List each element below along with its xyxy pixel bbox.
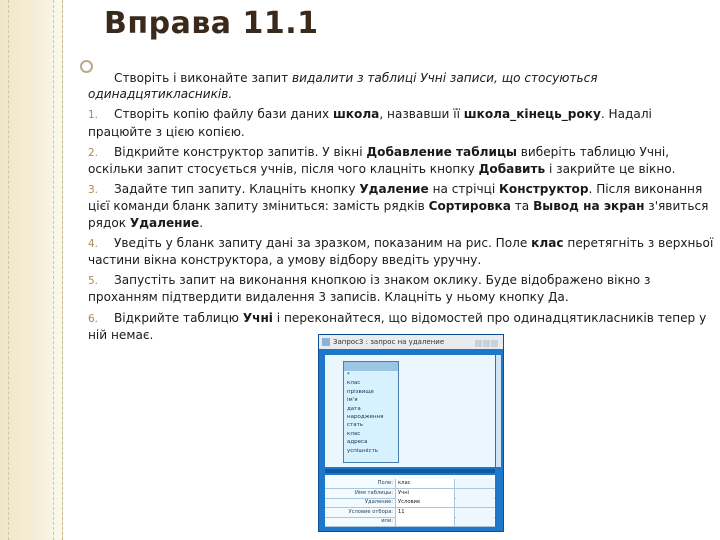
field-list-item: дата народження xyxy=(347,405,384,421)
grid-cell-empty xyxy=(456,517,494,526)
exercise-step xyxy=(88,70,714,102)
step-number: 2. xyxy=(88,146,99,159)
exercise-step xyxy=(88,272,714,305)
step-text: Задайте тип запиту. Клацніть кнопку Удаление на стрічці Конструктор. Після виконання цієї команди бланк запиту зміниться: замість рядків Сортировка та Вывод на экран з'явиться рядок Удаление. xyxy=(88,182,709,230)
query-grid-row xyxy=(325,489,495,499)
slide-title: Вправа 11.1 xyxy=(104,6,319,41)
grid-row-label: Поле: xyxy=(377,480,393,486)
query-grid-row xyxy=(325,517,495,527)
grid-row-label: Удаление: xyxy=(364,499,393,505)
window-title: Запрос3 : запрос на удаление xyxy=(333,338,445,346)
field-list-item: прізвище xyxy=(347,388,374,395)
step-number: 6. xyxy=(88,312,99,325)
query-grid-row xyxy=(325,479,495,489)
exercise-step xyxy=(88,235,714,268)
decorative-stripe xyxy=(8,0,54,540)
step-number: 5. xyxy=(88,275,99,288)
grid-cell: Учні xyxy=(395,489,455,498)
pane-divider xyxy=(325,469,495,473)
grid-cell-empty xyxy=(456,498,494,507)
grid-cell xyxy=(395,517,455,526)
grid-cell: Условие xyxy=(395,498,455,507)
grid-row-label: Условие отбора: xyxy=(348,508,393,515)
field-list-item: клас xyxy=(347,380,361,387)
step-number: 1. xyxy=(88,109,99,122)
grid-cell: 11 xyxy=(395,508,455,517)
grid-cell-empty xyxy=(456,489,494,498)
exercise-step xyxy=(88,144,714,177)
exercise-step xyxy=(88,106,714,139)
field-list-header xyxy=(344,362,398,371)
query-design-screenshot xyxy=(318,334,504,532)
step-text: Відкрийте таблицю Учні і переконайтеся, що відомостей про одинадцятикласників тепер у ній немає. xyxy=(88,310,707,342)
exercise-step xyxy=(88,181,714,231)
grid-cell: клас xyxy=(395,479,455,488)
query-grid xyxy=(325,475,495,527)
step-number: 3. xyxy=(88,184,99,197)
field-list-item: успішність xyxy=(347,447,379,454)
window-controls xyxy=(474,338,500,346)
vertical-scrollbar xyxy=(496,355,501,467)
field-list-item: клас xyxy=(347,430,361,437)
field-list-item: * xyxy=(347,372,350,378)
tables-pane xyxy=(325,355,495,467)
step-text: Запустіть запит на виконання кнопкою із знаком оклику. Буде відображено вікно з проханням підтвердити видалення 3 записів. Клацніть у ньому кнопку Да. xyxy=(88,273,651,305)
grid-row-label: Имя таблицы: xyxy=(354,489,393,496)
grid-row-label: или: xyxy=(381,518,393,524)
query-grid-row xyxy=(325,498,495,508)
query-grid-row xyxy=(325,508,495,518)
step-text: Створіть і виконайте запит видалити з таблиці Учні записи, що стосуються одинадцятикласників. xyxy=(88,71,598,102)
step-text: Відкрийте конструктор запитів. У вікні Добавление таблицы виберіть таблицю Учні, оскільки запит стосується учнів, після чого клацніть кнопку Добавить і закрийте це вікно. xyxy=(88,144,676,177)
grid-cell-empty xyxy=(456,508,494,517)
step-number: 4. xyxy=(88,237,99,250)
field-list-item: адреса xyxy=(347,439,368,446)
grid-cell-empty xyxy=(456,479,494,488)
field-list-item: стать xyxy=(347,422,364,429)
decorative-left-band xyxy=(0,0,63,540)
query-icon xyxy=(322,338,330,346)
field-list-item: ім'я xyxy=(347,397,358,404)
exercise-text xyxy=(88,70,714,347)
step-text: Створіть копію файлу бази даних школа, назвавши її школа_кінець_року. Надалі працюйте з цією копією. xyxy=(88,107,652,139)
step-text: Уведіть у бланк запиту дані за зразком, показаним на рис. Поле клас перетягніть з верхньої частини вікна конструктора, а умову відбору введіть уручну. xyxy=(88,235,714,268)
table-field-list xyxy=(343,361,399,463)
window-titlebar xyxy=(319,335,503,349)
